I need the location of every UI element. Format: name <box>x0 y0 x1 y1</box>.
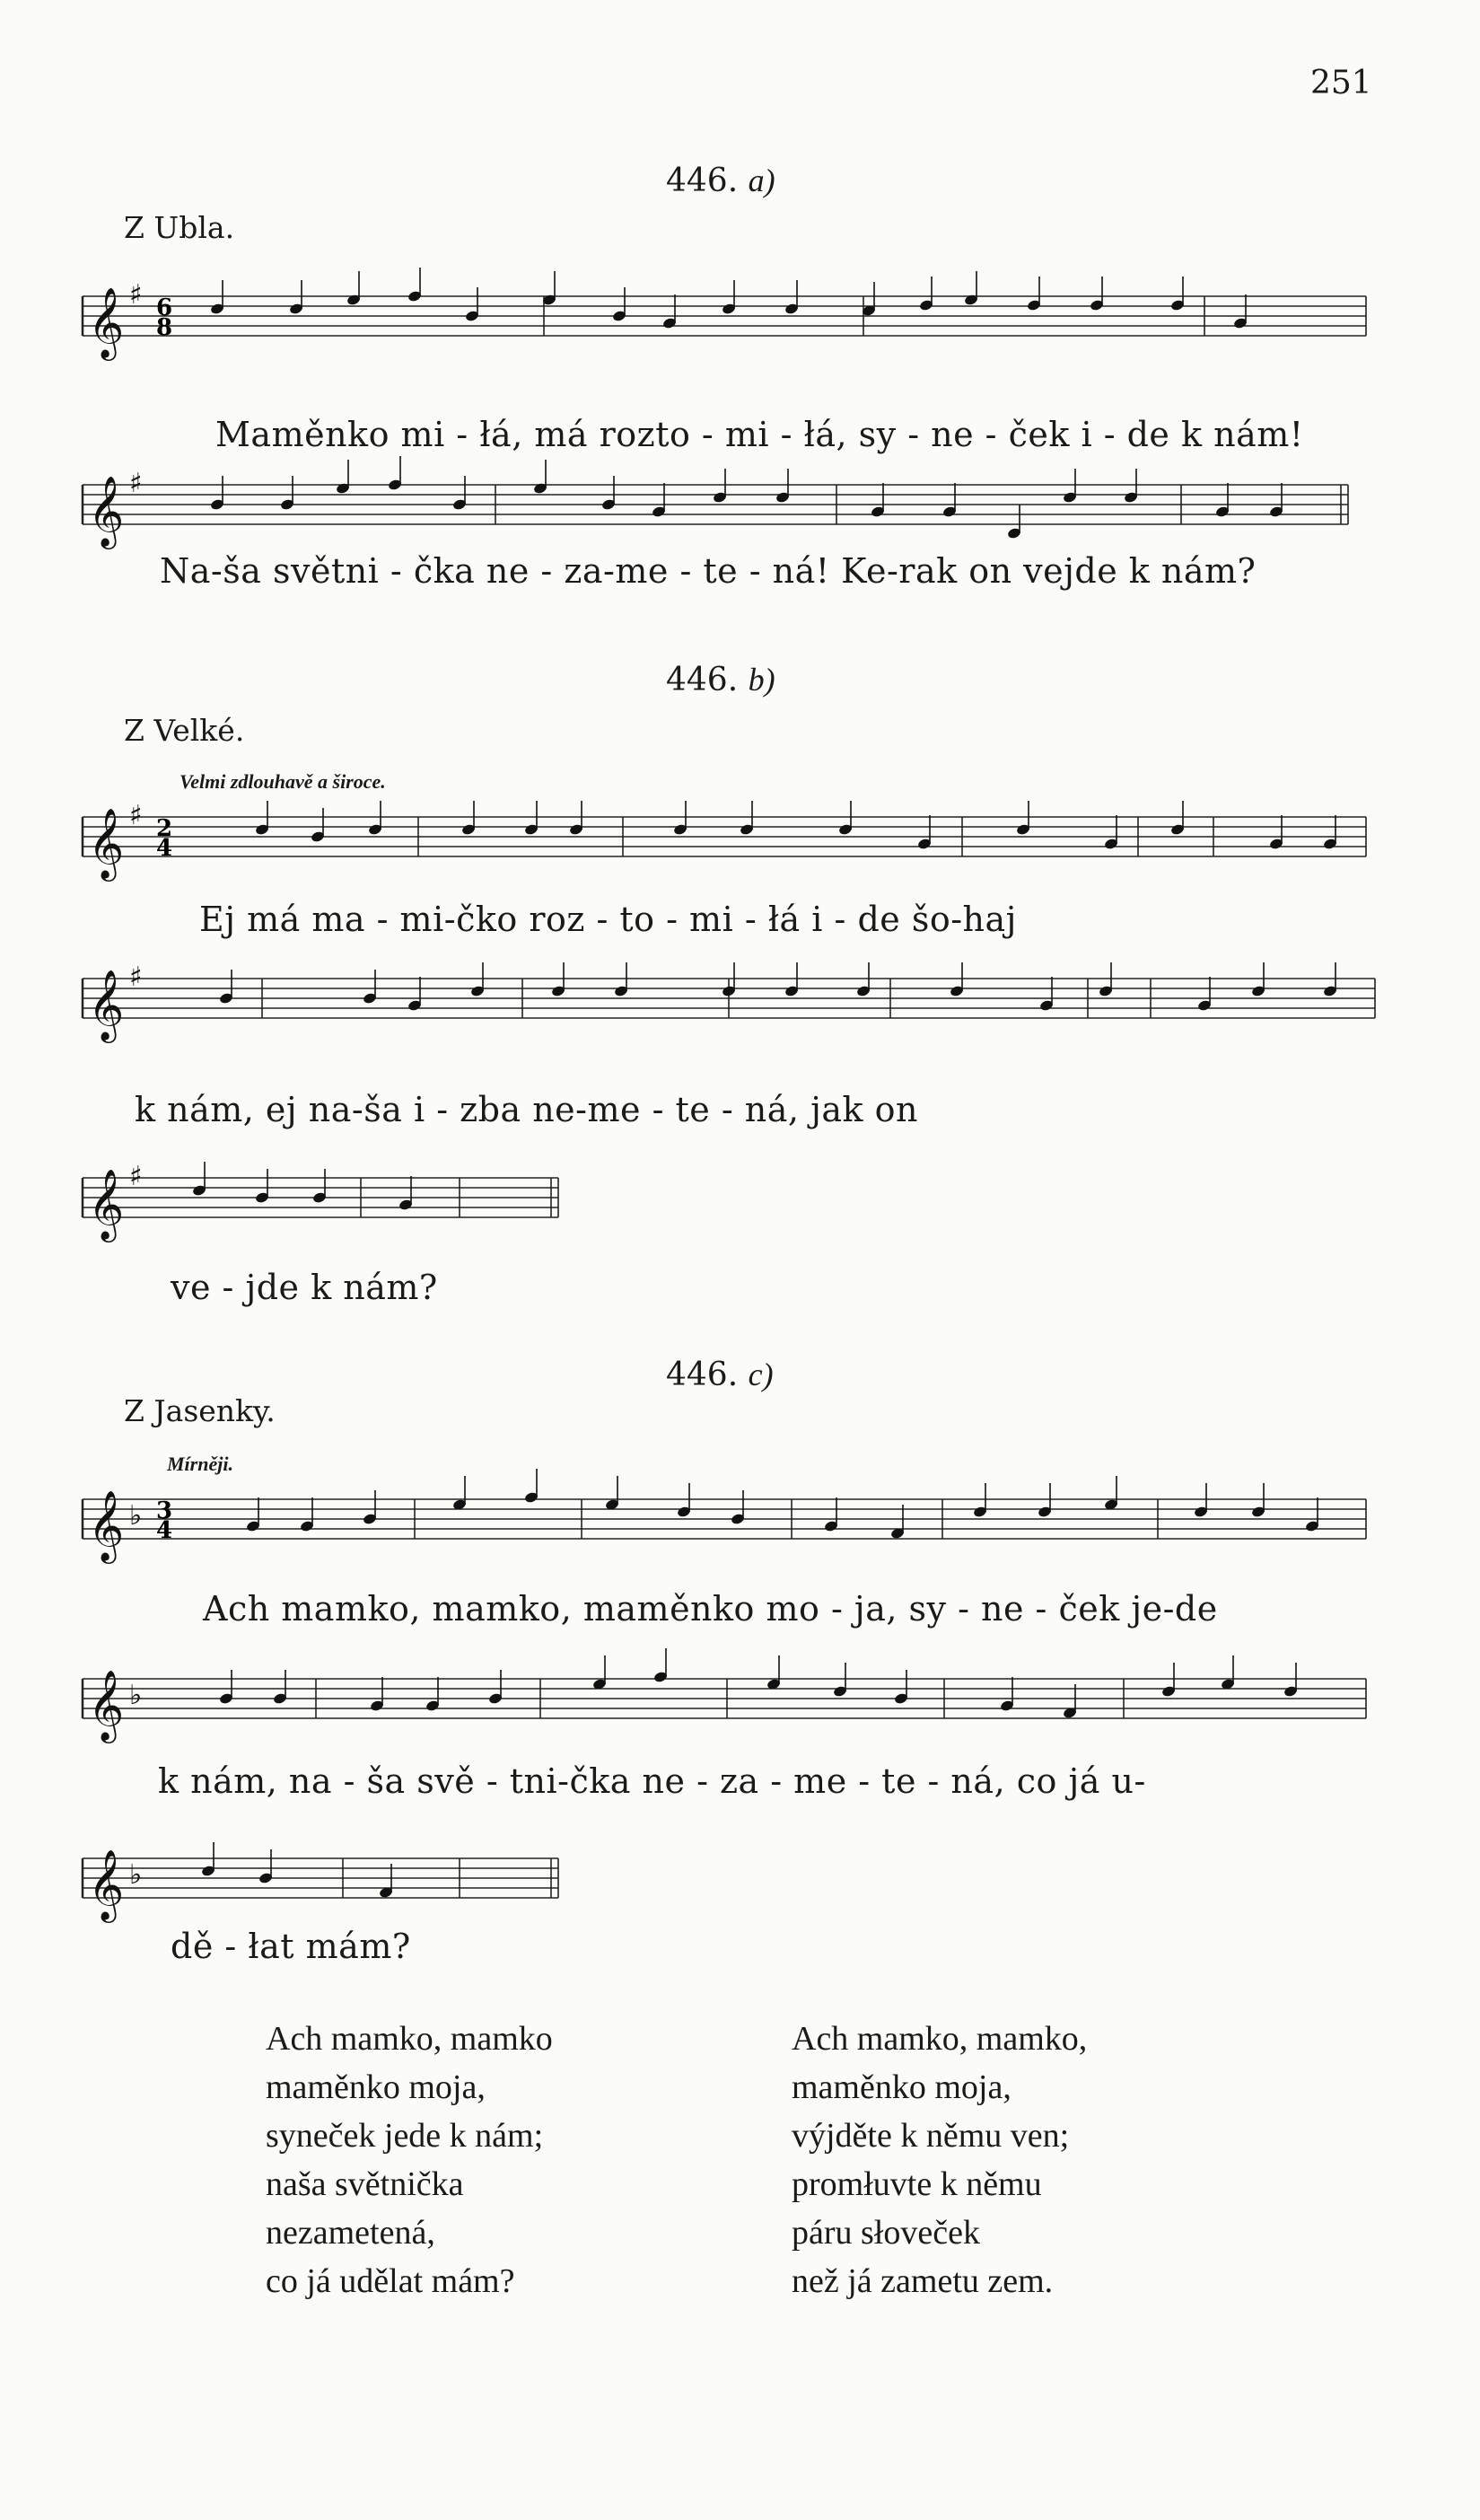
song-variant: b) <box>748 662 775 698</box>
tempo-marking-b: Velmi zdlouhavě a široce. <box>180 770 386 793</box>
verse-line: syneček jede k nám; <box>266 2117 544 2155</box>
verse-line: výjděte k němu ven; <box>792 2117 1070 2155</box>
song-number-text: 446. <box>666 1357 739 1393</box>
music-staff-b1 <box>74 790 1375 898</box>
music-staff-c2 <box>74 1652 1375 1760</box>
flat-sign-icon: ♭ <box>129 1859 143 1891</box>
song-number-text: 446. <box>666 162 739 199</box>
treble-clef-icon: 𝄞 <box>88 1490 125 1561</box>
tempo-marking-c: Mírněji. <box>167 1453 233 1475</box>
lyrics-b-1: Ej má ma - mi-čko roz - to - mi - łá i - de šo-haj <box>199 900 1017 939</box>
lyrics-c-2: k nám, na - ša svě - tni-čka ne - za - me - te - ná, co já u- <box>158 1761 1146 1801</box>
treble-clef-icon: 𝄞 <box>88 287 125 358</box>
treble-clef-icon: 𝄞 <box>88 808 125 879</box>
treble-clef-icon: 𝄞 <box>88 970 125 1040</box>
flat-sign-icon: ♭ <box>129 1500 143 1532</box>
song-number-b <box>666 661 775 698</box>
music-staff-b3 <box>74 1151 576 1259</box>
treble-clef-icon: 𝄞 <box>88 1849 125 1920</box>
song-origin-b: Z Velké. <box>124 713 245 748</box>
sharp-sign-icon: ♯ <box>129 961 143 993</box>
lyrics-b-2: k nám, ej na-ša i - zba ne-me - te - ná, jak on <box>135 1090 918 1129</box>
lyrics-c-3: dě - łat mám? <box>171 1927 411 1966</box>
music-staff-c3 <box>74 1831 576 1939</box>
time-signature-bottom: 4 <box>156 835 173 862</box>
verse-line: Ach mamko, mamko <box>266 2020 553 2058</box>
sharp-sign-icon: ♯ <box>129 1161 143 1192</box>
verse-line: nezametená, <box>266 2214 435 2252</box>
verse-line: maměnko moja, <box>266 2068 486 2106</box>
verse-line: Ach mamko, mamko, <box>792 2020 1088 2058</box>
song-number-c <box>666 1356 774 1393</box>
time-signature-bottom: 4 <box>156 1517 173 1544</box>
verse-line: co já udělat mám? <box>266 2262 515 2300</box>
lyrics-b-3: ve - jde k nám? <box>171 1268 438 1307</box>
treble-clef-icon: 𝄞 <box>88 476 125 547</box>
song-origin-c: Z Jasenky. <box>124 1393 276 1428</box>
song-origin-a: Z Ubla. <box>124 210 235 245</box>
verse-line: naša světnička <box>266 2165 464 2203</box>
verse-line: páru słoveček <box>792 2214 980 2252</box>
treble-clef-icon: 𝄞 <box>88 1169 125 1240</box>
verse-right <box>792 2015 1087 2305</box>
treble-clef-icon: 𝄞 <box>88 1670 125 1741</box>
time-signature-top: 6 <box>156 294 173 321</box>
sharp-sign-icon: ♯ <box>129 279 143 311</box>
verse-left <box>266 2015 553 2305</box>
music-staff-c1 <box>74 1472 1375 1580</box>
lyrics-a-1: Maměnko mi - łá, má rozto - mi - łá, sy - ne - ček i - de k nám! <box>215 415 1304 454</box>
song-number-text: 446. <box>666 662 739 698</box>
time-signature-top: 2 <box>156 815 173 842</box>
flat-sign-icon: ♭ <box>129 1680 143 1711</box>
music-staff-a1 <box>74 269 1375 377</box>
time-signature-top: 3 <box>156 1497 173 1524</box>
sharp-sign-icon: ♯ <box>129 800 143 831</box>
verse-line: promłuvte k němu <box>792 2165 1042 2203</box>
song-variant: c) <box>748 1357 774 1392</box>
verse-line: než já zametu zem. <box>792 2262 1054 2300</box>
lyrics-a-2: Na-ša světni - čka ne - za-me - te - ná! Ke-rak on vejde k nám? <box>160 551 1257 591</box>
sharp-sign-icon: ♯ <box>129 468 143 499</box>
song-number-a <box>666 162 775 199</box>
song-variant: a) <box>748 162 775 198</box>
music-staff-a2 <box>74 458 1375 566</box>
page-number: 251 <box>1310 65 1372 101</box>
verse-line: maměnko moja, <box>792 2068 1011 2106</box>
lyrics-c-1: Ach mamko, mamko, maměnko mo - ja, sy - ne - ček je-de <box>203 1589 1218 1629</box>
time-signature-bottom: 8 <box>156 314 173 341</box>
music-staff-b2 <box>74 952 1375 1059</box>
